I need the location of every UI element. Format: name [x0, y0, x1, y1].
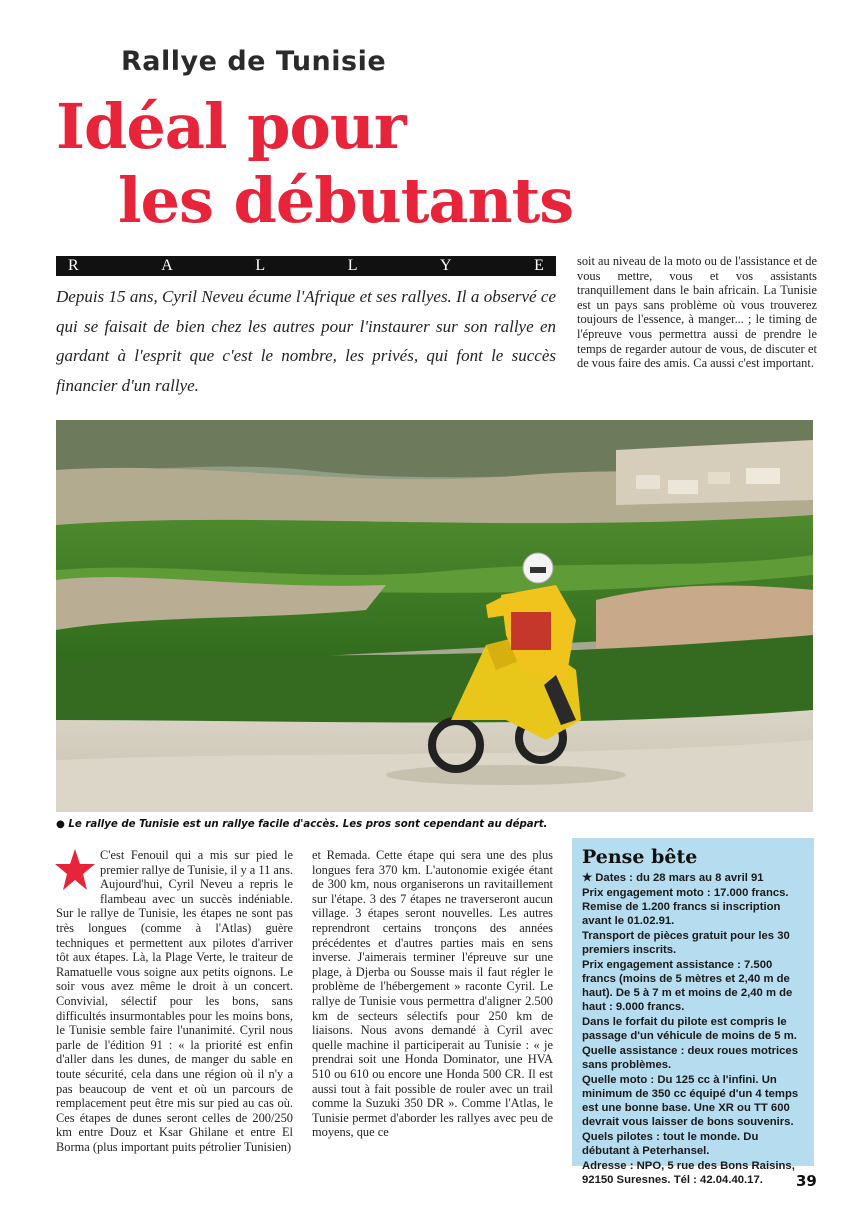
box-item-transport: Transport de pièces gratuit pour les 30 premiers inscrits.: [582, 930, 790, 956]
article-column-1-text: C'est Fenouil qui a mis sur pied le premier rallye de Tunisie, il y a 11 ans. Aujourd'hui, Cyril Neveu a repris le flambeau avec un succès indéniable. Sur le rallye de Tunisie, les étapes ne sont pas très longues (comme à l'Atlas) guère techniques et permettent aux pilotes d'arriver tôt aux étapes. Là, la Plage Verte, le traiteur de Ramatuelle vous soigne aux petits oignons. Le soir vous avez même le droit à un concert. Convivial, sélectif pour les bons, sans difficultés insurmontables pour les moins bons, le Tunisie semble faire l'unanimité. Cyril nous parle de l'édition 91 : « la priorité est enfin d'aller dans les dunes, de manger du sable en toute sécurité, cela dans une région où il n'y a pas beaucoup de vent et où un parcours de remplacement peut être mis sur pied au cas où. Ces étapes de dunes seront celles de 200/250 km entre Douz et Ksar Ghilane et entre El Borma (plus important puits pétrolier Tunisien): [56, 848, 293, 1154]
rubric-letter: L: [255, 257, 266, 274]
rubric-letter: Y: [440, 257, 452, 274]
kicker: Rallye de Tunisie: [121, 46, 387, 77]
headline-line-1: Idéal pour: [56, 90, 406, 163]
box-item-assistance: Quelle assistance : deux roues motrices sans problèmes.: [582, 1045, 798, 1071]
box-item-forfait: Dans le forfait du pilote est compris le passage d'un véhicule de moins de 5 m.: [582, 1016, 797, 1042]
box-item-address: Adresse : NPO, 5 rue des Bons Raisins, 92150 Suresnes. Tél : 42.04.40.17.: [582, 1160, 795, 1186]
box-item-assistance-price: Prix engagement assistance : 7.500 francs (moins de 5 mètres et 2,40 m de haut). De 5 à 7 m et moins de 2,40 m de haut : 9.000 francs.: [582, 959, 793, 1013]
headline-line-2: les débutants: [118, 164, 574, 237]
rubric-letter: E: [534, 257, 544, 274]
page-number: 39: [796, 1172, 817, 1190]
rally-photo: [56, 420, 813, 812]
box-item-dates: ★ Dates : du 28 mars au 8 avril 91: [582, 872, 764, 884]
red-star-icon: [54, 848, 96, 892]
box-item-pilots: Quels pilotes : tout le monde. Du débutant à Peterhansel.: [582, 1131, 759, 1157]
box-title: Pense bête: [582, 846, 698, 868]
box-item-moto-price: Prix engagement moto : 17.000 francs. Remise de 1.200 francs si inscription avant le 01.02.91.: [582, 887, 789, 927]
box-item-moto: Quelle moto : Du 125 cc à l'infini. Un minimum de 350 cc équipé d'un 4 temps est une bonne base. Une XR ou TT 600 devrait vous laisser de bons souvenirs.: [582, 1074, 799, 1128]
rubric-letter: A: [161, 257, 173, 274]
article-column-1: [56, 848, 293, 1154]
motorcycle-rally-image: [56, 420, 813, 812]
rubric-bar: [56, 256, 556, 276]
rubric-letter: L: [347, 257, 358, 274]
box-body: [582, 871, 806, 1187]
photo-caption: ● Le rallye de Tunisie est un rallye facile d'accès. Les pros sont cependant au départ.: [56, 819, 548, 830]
intro-paragraph: Depuis 15 ans, Cyril Neveu écume l'Afrique et ses rallyes. Il a observé ce qui se faisait de bien chez les autres pour l'instaurer sur son rallye en gardant à l'esprit que c'est le nombre, les privés, qui font le succès financier d'un rallye.: [56, 287, 556, 395]
article-column-2: et Remada. Cette étape qui sera une des plus longues fera 370 km. L'autonomie exigée étant de 300 km, nous organiserons un ravitaillement sur l'étape. 3 des 7 étapes ne traverseront aucun village. 3 étapes seront nouvelles. Les autres reprendront certains tronçons des années précédentes et d'autres parties mais en sens inverse. J'aimerais terminer l'épreuve sur une plage, à Djerba ou Sousse mais il faut régler le problème de l'hébergement » raconte Cyril. Le rallye de Tunisie vous permettra d'aligner 2.500 km de secteurs sélectifs pour 250 km de liaisons. Nous avons demandé à Cyril avec quelle machine il participerait au Tunisie : « je prendrai soit une Honda Dominator, une HVA 510 ou 610 ou encore une Honda 500 CR. Il est aussi tout à fait possible de rouler avec un trail comme la Suzuki 350 DR ». Comme l'Atlas, le Tunisie permet d'aborder les rallyes avec peu de moyens, que ce: [312, 848, 553, 1140]
rubric-letter: R: [68, 257, 79, 274]
top-right-column: soit au niveau de la moto ou de l'assistance et de vous mettre, vous et vos assistants tranquillement dans le bain africain. La Tunisie est un pays sans problème où vous trouverez toujours de l'essence, à manger... ; le timing de l'épreuve vous permettra aussi de prendre le temps de regarder autour de vous, de discuter et de vous faire des amis. Ca aussi c'est important.: [577, 254, 817, 371]
